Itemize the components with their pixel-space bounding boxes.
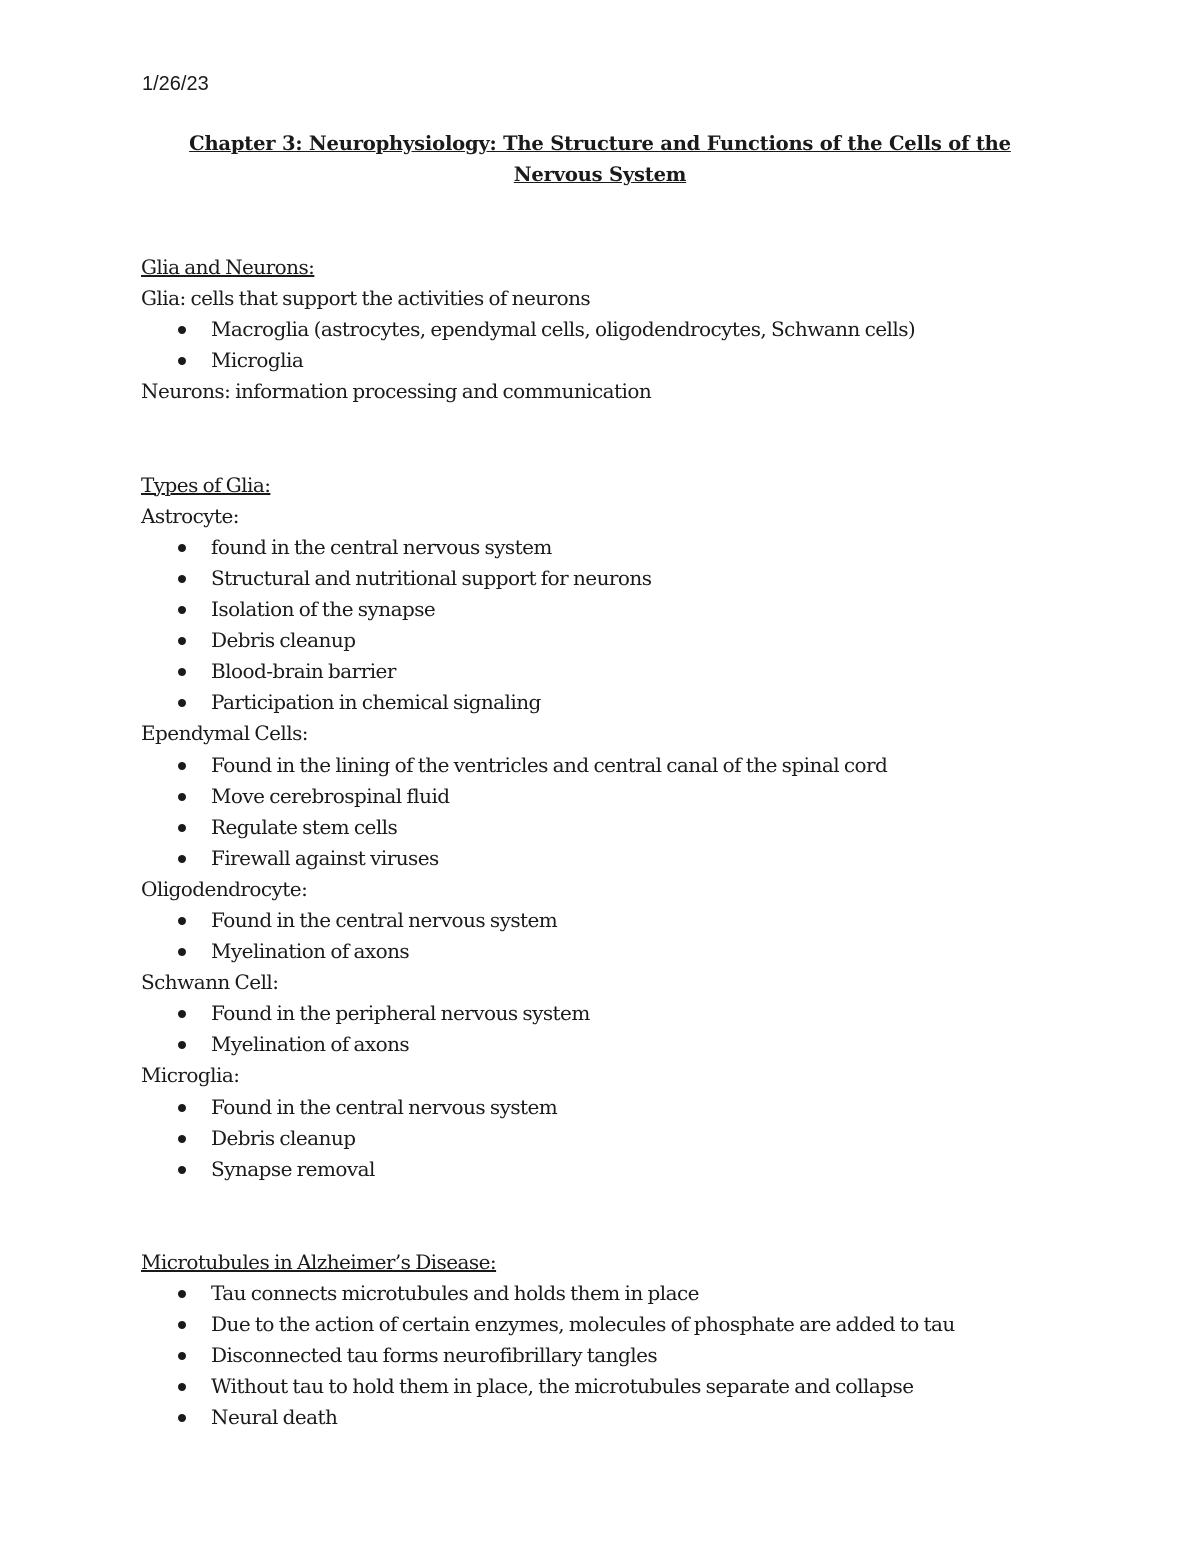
list-item-text: Without tau to hold them in place, the microtubules separate and collapse bbox=[211, 1374, 914, 1399]
list-item-text: Isolation of the synapse bbox=[211, 597, 436, 622]
schwann-label: Schwann Cell: bbox=[141, 970, 279, 995]
bullet-icon bbox=[178, 1414, 186, 1422]
list-item-text: Blood-brain barrier bbox=[211, 659, 396, 684]
list-item-text: Myelination of axons bbox=[211, 1032, 410, 1057]
list-item bbox=[141, 1278, 1101, 1309]
list-item-text: Firewall against viruses bbox=[211, 845, 439, 870]
list-item bbox=[141, 1402, 1101, 1433]
list-item-text: Structural and nutritional support for neurons bbox=[211, 565, 652, 590]
list-item-text: Found in the lining of the ventricles and central canal of the spinal cord bbox=[211, 752, 888, 777]
blank-line bbox=[141, 439, 1101, 470]
list-item-text: Due to the action of certain enzymes, molecules of phosphate are added to tau bbox=[211, 1312, 955, 1337]
list-item bbox=[141, 1123, 1101, 1154]
bullet-icon bbox=[178, 917, 186, 925]
list-item-text: Microglia bbox=[211, 348, 304, 373]
list-item bbox=[141, 1309, 1101, 1340]
bullet-icon bbox=[178, 1352, 186, 1360]
blank-line bbox=[141, 407, 1101, 438]
document-body bbox=[141, 252, 1101, 1434]
list-item-text: Neural death bbox=[211, 1405, 338, 1430]
note-date: 1/26/23 bbox=[142, 73, 209, 95]
microglia-label: Microglia: bbox=[141, 1063, 240, 1088]
list-item bbox=[141, 1340, 1101, 1371]
bullet-icon bbox=[178, 326, 186, 334]
list-item bbox=[141, 843, 1101, 874]
glia-definition: Glia: cells that support the activities of neurons bbox=[141, 286, 591, 311]
list-item-text: Move cerebrospinal fluid bbox=[211, 783, 450, 808]
list-item-text: Participation in chemical signaling bbox=[211, 690, 541, 715]
bullet-icon bbox=[178, 699, 186, 707]
bullet-icon bbox=[178, 855, 186, 863]
list-item bbox=[141, 1092, 1101, 1123]
list-item bbox=[141, 314, 1101, 345]
list-item-text: Synapse removal bbox=[211, 1156, 375, 1181]
bullet-icon bbox=[178, 1135, 186, 1143]
list-item bbox=[141, 781, 1101, 812]
astrocyte-label: Astrocyte: bbox=[141, 503, 239, 528]
neurons-definition: Neurons: information processing and communication bbox=[141, 379, 652, 404]
blank-line bbox=[141, 1216, 1101, 1247]
list-item-text: Found in the central nervous system bbox=[211, 907, 558, 932]
list-item bbox=[141, 998, 1101, 1029]
ependymal-list bbox=[141, 750, 1101, 874]
list-item-text: Regulate stem cells bbox=[211, 814, 398, 839]
list-item-text: Debris cleanup bbox=[211, 1125, 356, 1150]
bullet-icon bbox=[178, 1383, 186, 1391]
bullet-icon bbox=[178, 606, 186, 614]
list-item bbox=[141, 750, 1101, 781]
bullet-icon bbox=[178, 762, 186, 770]
list-item bbox=[141, 905, 1101, 936]
section-heading-microtubules: Microtubules in Alzheimer’s Disease: bbox=[141, 1250, 497, 1274]
list-item-text: Myelination of axons bbox=[211, 939, 410, 964]
list-item-text: found in the central nervous system bbox=[211, 534, 552, 559]
list-item bbox=[141, 1029, 1101, 1060]
list-item bbox=[141, 532, 1101, 563]
microtubules-list bbox=[141, 1278, 1101, 1433]
blank-line bbox=[141, 1185, 1101, 1216]
list-item-text: Found in the peripheral nervous system bbox=[211, 1001, 590, 1026]
list-item bbox=[141, 563, 1101, 594]
section-heading-types-of-glia: Types of Glia: bbox=[141, 472, 271, 497]
bullet-icon bbox=[178, 1290, 186, 1298]
list-item bbox=[141, 687, 1101, 718]
list-item bbox=[141, 656, 1101, 687]
list-item-text: Found in the central nervous system bbox=[211, 1094, 558, 1119]
oligodendrocyte-list bbox=[141, 905, 1101, 967]
list-item-text: Debris cleanup bbox=[211, 628, 356, 653]
list-item bbox=[141, 812, 1101, 843]
list-item bbox=[141, 594, 1101, 625]
bullet-icon bbox=[178, 544, 186, 552]
list-item bbox=[141, 936, 1101, 967]
list-item bbox=[141, 345, 1101, 376]
list-item bbox=[141, 625, 1101, 656]
bullet-icon bbox=[178, 1041, 186, 1049]
list-item-text: Disconnected tau forms neurofibrillary tangles bbox=[211, 1343, 658, 1368]
glia-list bbox=[141, 314, 1101, 376]
bullet-icon bbox=[178, 575, 186, 583]
oligodendrocyte-label: Oligodendrocyte: bbox=[141, 876, 308, 901]
bullet-icon bbox=[178, 948, 186, 956]
ependymal-label: Ependymal Cells: bbox=[141, 721, 308, 746]
page-title: Chapter 3: Neurophysiology: The Structure and Functions of the Cells of the Nervous System bbox=[189, 132, 1011, 186]
bullet-icon bbox=[178, 1104, 186, 1112]
microglia-list bbox=[141, 1092, 1101, 1185]
bullet-icon bbox=[178, 1166, 186, 1174]
bullet-icon bbox=[178, 824, 186, 832]
bullet-icon bbox=[178, 357, 186, 365]
list-item bbox=[141, 1154, 1101, 1185]
bullet-icon bbox=[178, 637, 186, 645]
schwann-list bbox=[141, 998, 1101, 1060]
bullet-icon bbox=[178, 1321, 186, 1329]
list-item-text: Macroglia (astrocytes, ependymal cells, oligodendrocytes, Schwann cells) bbox=[211, 317, 916, 342]
bullet-icon bbox=[178, 1010, 186, 1018]
bullet-icon bbox=[178, 668, 186, 676]
list-item bbox=[141, 1371, 1101, 1402]
list-item-text: Tau connects microtubules and holds them in place bbox=[211, 1281, 699, 1306]
bullet-icon bbox=[178, 793, 186, 801]
astrocyte-list bbox=[141, 532, 1101, 719]
section-heading-glia-neurons: Glia and Neurons: bbox=[141, 255, 315, 279]
